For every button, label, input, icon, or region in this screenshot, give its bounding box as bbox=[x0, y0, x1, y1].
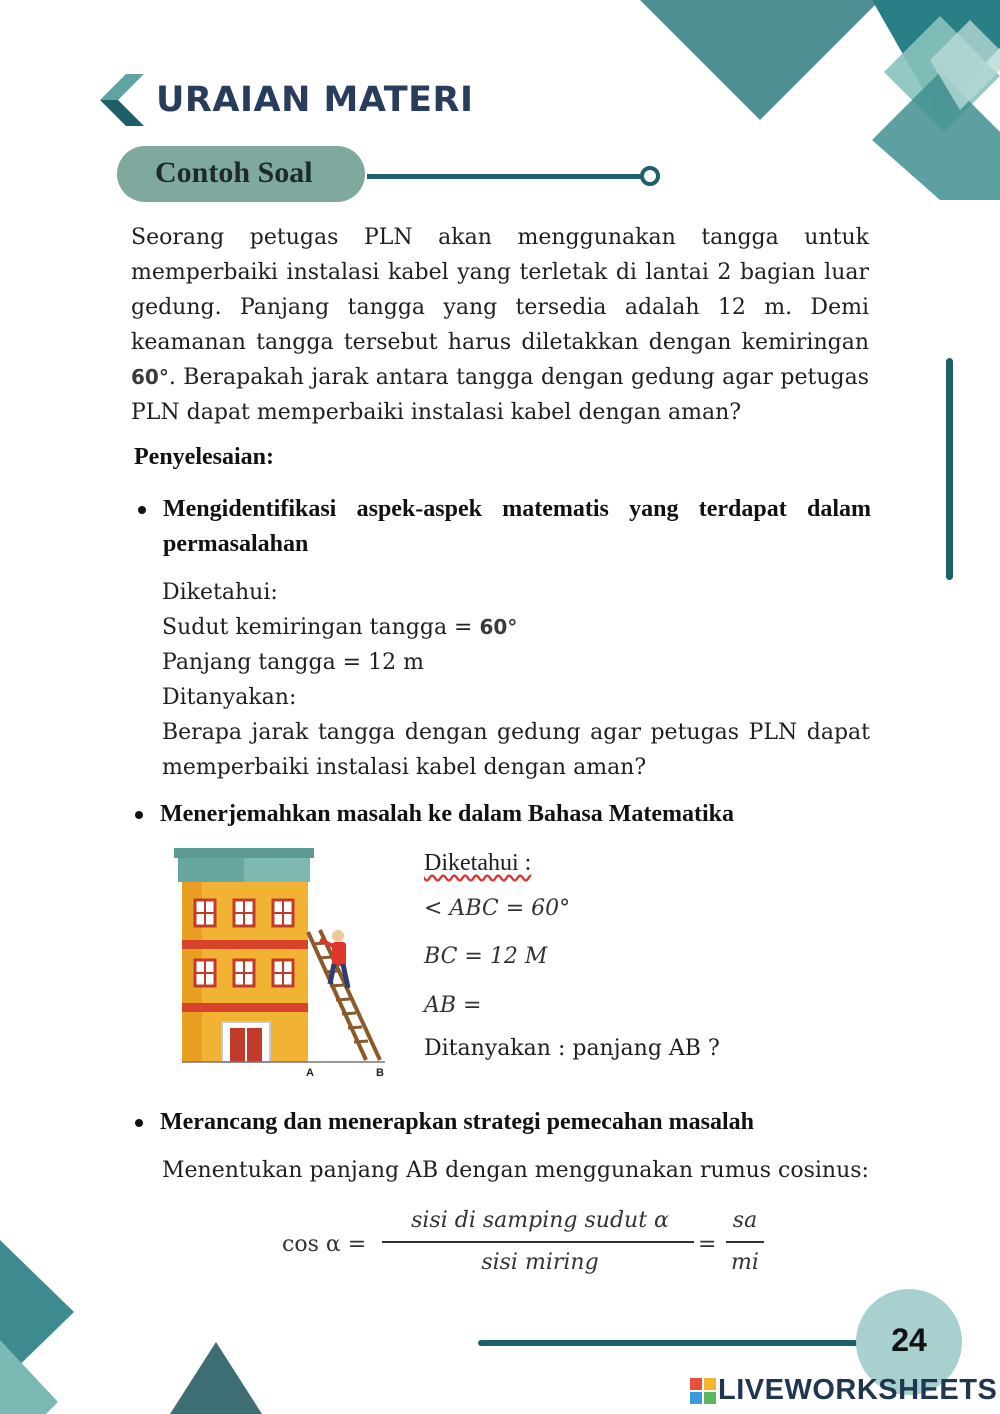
building-ladder-illustration bbox=[170, 848, 395, 1078]
step1-length-line: Panjang tangga = 12 m bbox=[162, 650, 424, 675]
step2-title bbox=[160, 797, 734, 832]
fraction-bar-short bbox=[726, 1241, 764, 1243]
problem-paragraph bbox=[131, 220, 869, 430]
pill-connector-dot bbox=[640, 166, 660, 186]
brand-watermark bbox=[690, 1374, 997, 1407]
section-header bbox=[100, 74, 474, 126]
problem-text-2: . Berapakah jarak antara tangga dengan gedung agar petugas PLN dapat memperbaiki instalasi kabel dengan aman? bbox=[131, 365, 869, 425]
step2-known-label: Diketahui : bbox=[424, 850, 532, 876]
problem-text-1: Seorang petugas PLN akan menggunakan tangga untuk memperbaiki instalasi kabel yang terletak di lantai 2 bagian luar gedung. Panjang tangga yang tersedia adalah 12 m. Demi keamanan tangga tersebut harus diletakkan dengan kemiringan bbox=[131, 225, 869, 355]
step2-asked: Ditanyakan : panjang AB ? bbox=[424, 1036, 720, 1061]
footer-line bbox=[478, 1340, 858, 1346]
figure-label-a: A bbox=[306, 1067, 314, 1078]
liveworksheets-logo-icon bbox=[690, 1378, 716, 1404]
step3-title-text: Merancang dan menerapkan strategi pemecahan masalah bbox=[160, 1109, 754, 1135]
step2-eq-ab: AB = bbox=[424, 993, 482, 1018]
figure-label-b: B bbox=[376, 1067, 384, 1078]
step3-intro: Menentukan panjang AB dengan menggunakan rumus cosinus: bbox=[162, 1158, 869, 1183]
formula-numerator: sisi di samping sudut α bbox=[411, 1208, 669, 1233]
page-number: 24 bbox=[891, 1322, 927, 1358]
step1-angle-label: Sudut kemiringan tangga = bbox=[162, 615, 473, 640]
bullet-icon bbox=[138, 506, 146, 514]
side-accent-bar bbox=[946, 358, 953, 580]
step1-known-label: Diketahui: bbox=[162, 580, 278, 605]
step1-angle-line bbox=[162, 610, 870, 645]
pill-connector-line bbox=[367, 174, 643, 179]
step1-angle-value: 60° bbox=[479, 615, 518, 639]
formula-short-den: mi bbox=[731, 1250, 759, 1275]
brand-text: LIVEWORKSHEETS bbox=[718, 1374, 998, 1406]
fraction-bar bbox=[382, 1241, 694, 1243]
step2-eq-angle: < ABC = 60° bbox=[424, 896, 571, 921]
section-pill-label: Contoh Soal bbox=[155, 156, 313, 189]
step2-eq-bc: BC = 12 M bbox=[424, 944, 548, 969]
formula-short-num: sa bbox=[732, 1208, 758, 1233]
bottom-left-decoration bbox=[0, 1232, 300, 1414]
solution-heading: Penyelesaian: bbox=[134, 444, 274, 470]
chevron-logo-icon bbox=[100, 74, 144, 126]
step2-title-text: Menerjemahkan masalah ke dalam Bahasa Matematika bbox=[160, 801, 734, 827]
step1-body bbox=[162, 575, 870, 785]
top-right-decoration bbox=[640, 0, 1000, 210]
problem-angle: 60° bbox=[131, 365, 169, 389]
formula-lhs: cos α = bbox=[282, 1232, 367, 1257]
formula-denominator: sisi miring bbox=[481, 1250, 599, 1275]
bullet-icon bbox=[135, 1119, 143, 1127]
header-title: URAIAN MATERI bbox=[156, 80, 474, 120]
step1-title bbox=[163, 492, 871, 562]
formula-equals: = bbox=[698, 1232, 717, 1257]
step1-title-text: Mengidentifikasi aspek-aspek matematis yang terdapat dalam permasalahan bbox=[163, 496, 871, 557]
step3-title bbox=[160, 1105, 754, 1140]
step1-asked-label: Ditanyakan: bbox=[162, 685, 297, 710]
bullet-icon bbox=[135, 811, 143, 819]
cosine-formula bbox=[282, 1206, 782, 1286]
step1-question: Berapa jarak tangga dengan gedung agar petugas PLN dapat memperbaiki instalasi kabel dengan aman? bbox=[162, 720, 870, 780]
